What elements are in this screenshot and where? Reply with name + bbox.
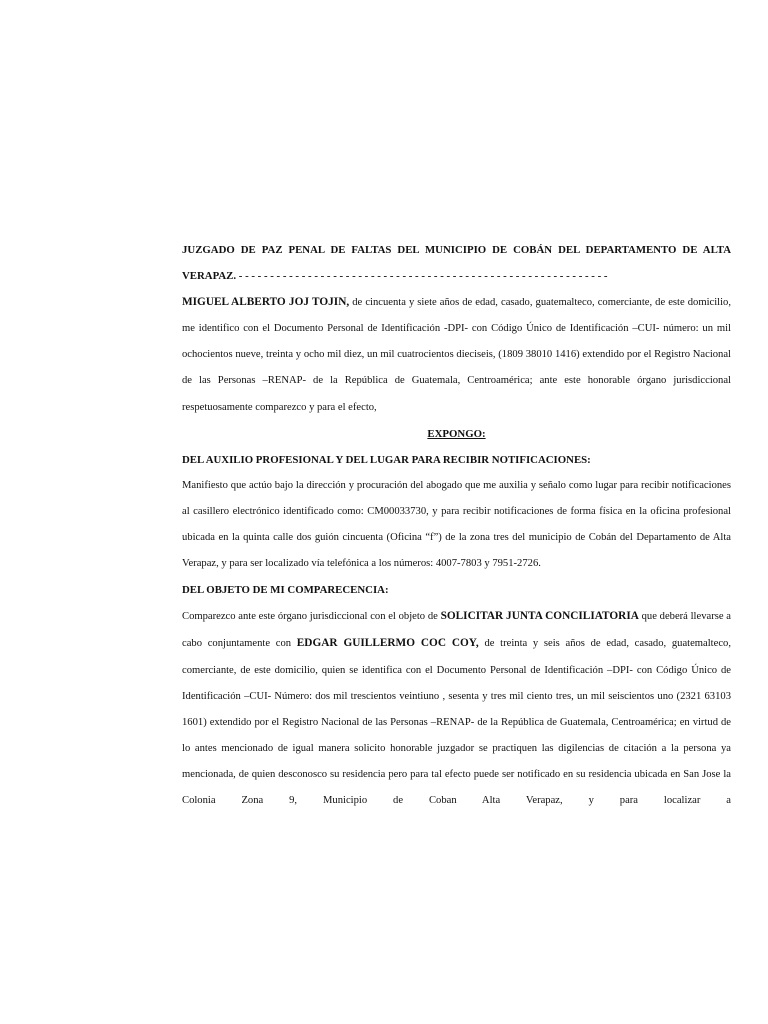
section-2-text-a: Comparezco ante este órgano jurisdiccional con el objeto de — [182, 611, 441, 623]
intro-text: de cincuenta y siete años de edad, casado, guatemalteco, comerciante, de este domicilio, me identifico con el Documento Personal de Identificación -DPI- con Código Único de Identificación –CUI- número: un mil ochocientos nueve, treinta y ocho mil diez, un mil cuatrocientos dieciseis, (1809 38010 1416) extendido por el Registro Nacional de las Personas –RENAP- de la República de Guatemala, Centroamérica; ante este honorable órgano jurisdiccional respetuosamente comparezco y para el efecto, — [182, 297, 732, 413]
petitioner-name: MIGUEL ALBERTO JOJ TOJIN, — [182, 296, 350, 309]
section-2-text-c: de treinta y seis años de edad, casado, guatemalteco, comerciante, de este domicilio, quien se identifica con el Documento Personal de Identificación –DPI- con Código Único de Identificación –CUI- Número: dos mil trescientos veintiuno , sesenta y tres mil ciento tres, un mil seiscientos uno (2321 63103 1601) extendido por el Registro Nacional de las Personas –RENAP- de la República de Guatemala, Centroamérica; en virtud de lo antes mencionado de igual manera solicito honorable juzgador se practiquen las digilencias de citación a la persona ya mencionada, de quien desconosco su residencia pero para tal efecto puede ser notificado en su residencia ubicada en San Jose la Colonia Zona 9, Municipio de Coban Alta Verapaz, y para localizar a — [182, 638, 731, 806]
section-1-title: DEL AUXILIO PROFESIONAL Y DEL LUGAR PARA RECIBIR NOTIFICACIONES: — [182, 453, 591, 466]
section-2-paragraph — [182, 603, 731, 814]
respondent-name: EDGAR GUILLERMO COC COY, — [296, 637, 479, 650]
document-page — [182, 237, 731, 814]
section-1-paragraph: Manifiesto que actúo bajo la dirección y procuración del abogado que me auxilia y señalo como lugar para recibir notificaciones al casillero electrónico identificado como: CM00033730, y para recibir notificaciones de forma física en la oficina profesional ubicada en la quinta calle dos guión cincuenta (Oficina “f”) de la zona tres del municipio de Cobán del Departamento de Alta Verapaz, y para ser localizado vía telefónica a los números: 4007-7803 y 7951-2726. — [182, 479, 731, 570]
section-2-text-b: que deberá llevarse a cabo conjuntamente con — [182, 611, 731, 650]
section-2-title: DEL OBJETO DE MI COMPARECENCIA: — [182, 584, 389, 597]
request-title: SOLICITAR JUNTA CONCILIATORIA — [440, 610, 639, 623]
court-heading-line-2: VERAPAZ. - - - - - - - - - - - - - - - - - - - - - - - - - - - - - - - - - - - - - - - - - - - - - - - - - - - - - - - - - - - — [182, 270, 608, 283]
expongo-heading: EXPONGO: — [427, 427, 486, 440]
court-heading-line-1: JUZGADO DE PAZ PENAL DE FALTAS DEL MUNICIPIO DE COBÁN DEL DEPARTAMENTO DE ALTA — [182, 244, 731, 256]
intro-paragraph — [182, 289, 731, 420]
